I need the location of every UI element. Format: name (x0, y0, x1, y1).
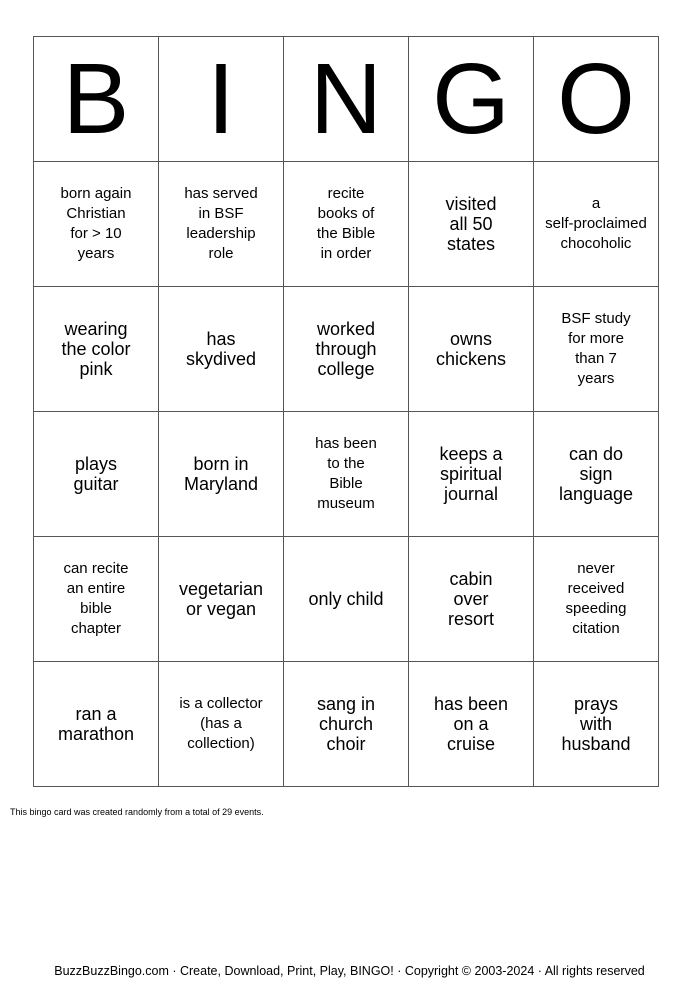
bingo-cell-text: only child (308, 588, 384, 609)
bingo-cell[interactable] (159, 662, 284, 787)
bingo-cell[interactable] (159, 162, 284, 287)
bingo-cell-text: can do sign language (558, 443, 634, 504)
bingo-cell-text: sang in church choir (316, 693, 376, 754)
bingo-cell-text: has been to the Bible museum (315, 435, 377, 512)
bingo-cell-text: born again Christian for > 10 years (60, 185, 132, 262)
bingo-row (34, 537, 659, 662)
bingo-cell-text: has skydived (185, 328, 257, 369)
bingo-row (34, 662, 659, 787)
bingo-cell-text: keeps a spiritual journal (439, 443, 503, 504)
bingo-cell-text: has been on a cruise (433, 693, 509, 754)
bingo-cell[interactable] (159, 412, 284, 537)
bingo-cell-text: wearing the color pink (61, 318, 131, 379)
bingo-cell[interactable] (284, 162, 409, 287)
bingo-cell[interactable] (159, 537, 284, 662)
bingo-cell[interactable] (534, 162, 659, 287)
bingo-cell[interactable] (534, 412, 659, 537)
site-footer: BuzzBuzzBingo.com · Create, Download, Print, Play, BINGO! · Copyright © 2003-2024 · All rights reserved (54, 964, 645, 978)
bingo-cell-text: visited all 50 states (445, 193, 497, 254)
bingo-cell-text: BSF study for more than 7 years (561, 310, 631, 387)
bingo-cell-text: a self-proclaimed chocoholic (545, 195, 647, 252)
bingo-cell[interactable] (34, 162, 159, 287)
bingo-cell-text: born in Maryland (183, 453, 259, 494)
bingo-cell[interactable] (534, 287, 659, 412)
bingo-cell[interactable] (409, 662, 534, 787)
bingo-cell-text: recite books of the Bible in order (316, 185, 376, 262)
bingo-cell[interactable] (284, 537, 409, 662)
bingo-cell[interactable] (409, 162, 534, 287)
bingo-cell-text: plays guitar (73, 453, 119, 494)
bingo-cell-text: has served in BSF leadership role (184, 185, 258, 262)
bingo-header-letter-o: O (534, 37, 659, 162)
bingo-cell[interactable] (34, 412, 159, 537)
bingo-header-letter-b: B (34, 37, 159, 162)
bingo-header-letter-g: G (409, 37, 534, 162)
bingo-cell[interactable] (34, 537, 159, 662)
bingo-row (34, 287, 659, 412)
bingo-cell[interactable] (409, 412, 534, 537)
bingo-cell[interactable] (284, 412, 409, 537)
bingo-cell[interactable] (284, 662, 409, 787)
bingo-cell-text: can recite an entire bible chapter (63, 560, 129, 637)
card-generation-note: This bingo card was created randomly from a total of 29 events. (10, 807, 264, 817)
bingo-cell[interactable] (409, 287, 534, 412)
bingo-cell-text: vegetarian or vegan (178, 578, 264, 619)
bingo-card-body (34, 37, 659, 787)
bingo-header-letter-n: N (284, 37, 409, 162)
bingo-cell-text: ran a marathon (57, 703, 135, 744)
bingo-cell-text: cabin over resort (447, 568, 494, 629)
bingo-card (33, 36, 659, 787)
bingo-header-letter-i: I (159, 37, 284, 162)
bingo-cell[interactable] (284, 287, 409, 412)
bingo-row (34, 162, 659, 287)
bingo-cell-text: owns chickens (435, 328, 507, 369)
bingo-row (34, 412, 659, 537)
bingo-cell[interactable] (34, 287, 159, 412)
bingo-cell[interactable] (534, 662, 659, 787)
bingo-cell-text: prays with husband (561, 693, 631, 754)
bingo-cell[interactable] (159, 287, 284, 412)
bingo-cell[interactable] (409, 537, 534, 662)
bingo-cell[interactable] (34, 662, 159, 787)
bingo-cell-text: never received speeding citation (565, 560, 627, 637)
bingo-cell[interactable] (534, 537, 659, 662)
bingo-cell-text: worked through college (315, 318, 377, 379)
bingo-header-row (34, 37, 659, 162)
bingo-cell-text: is a collector (has a collection) (179, 695, 263, 752)
